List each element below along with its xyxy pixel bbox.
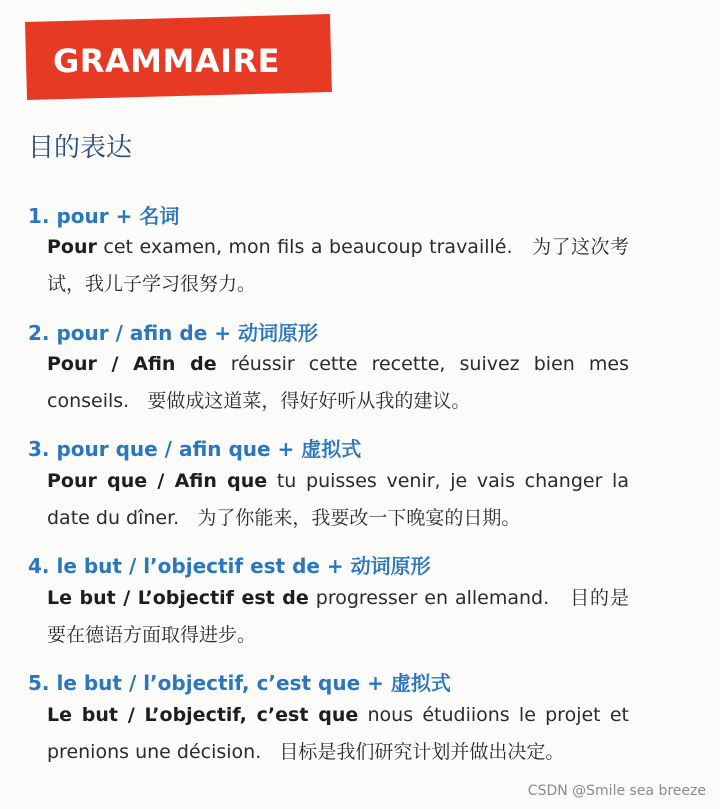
rule-example <box>47 697 629 771</box>
rule-example <box>47 580 629 654</box>
rule-example <box>47 229 629 303</box>
watermark: CSDN @Smile sea breeze <box>527 783 706 799</box>
example-sentence: nous étudiions le projet et prenions une décision. <box>47 704 629 763</box>
example-keyword: Pour / Afin de <box>47 353 217 375</box>
example-keyword: Pour <box>47 236 97 258</box>
example-keyword: Pour que / Afin que <box>47 470 268 492</box>
example-keyword: Le but / L’objectif, c’est que <box>47 704 359 726</box>
example-keyword: Le but / L’objectif est de <box>47 587 309 609</box>
example-translation: 要做成这道菜，得好好听从我的建议。 <box>147 390 471 412</box>
example-sentence: progresser en allemand. <box>308 587 550 609</box>
rule-heading: 3. pour que / afin que + 虚拟式 <box>28 437 362 461</box>
rule-heading: 1. pour + 名词 <box>28 204 180 228</box>
example-sentence: réussir cette recette, suivez bien mes conseils. <box>47 353 629 412</box>
rule-heading: 4. le but / l’objectif est de + 动词原形 <box>28 554 431 578</box>
section-title: 目的表达 <box>28 133 133 163</box>
rule-heading: 2. pour / afin de + 动词原形 <box>28 321 318 345</box>
rule-heading: 5. le but / l’objectif, c’est que + 虚拟式 <box>28 671 451 695</box>
example-sentence: cet examen, mon fils a beaucoup travaillé. <box>96 236 513 258</box>
example-translation: 目的是要在德语方面取得进步。 <box>47 587 629 646</box>
example-sentence: tu puisses venir, je vais changer la date du dîner. <box>47 470 629 529</box>
example-translation: 目标是我们研究计划并做出决定。 <box>279 741 565 763</box>
example-translation: 为了这次考试，我儿子学习很努力。 <box>47 236 629 295</box>
rule-example <box>47 463 629 537</box>
banner-title: GRAMMAIRE <box>53 42 281 80</box>
example-translation: 为了你能来，我要改一下晚宴的日期。 <box>197 507 521 529</box>
rule-example <box>47 346 629 420</box>
